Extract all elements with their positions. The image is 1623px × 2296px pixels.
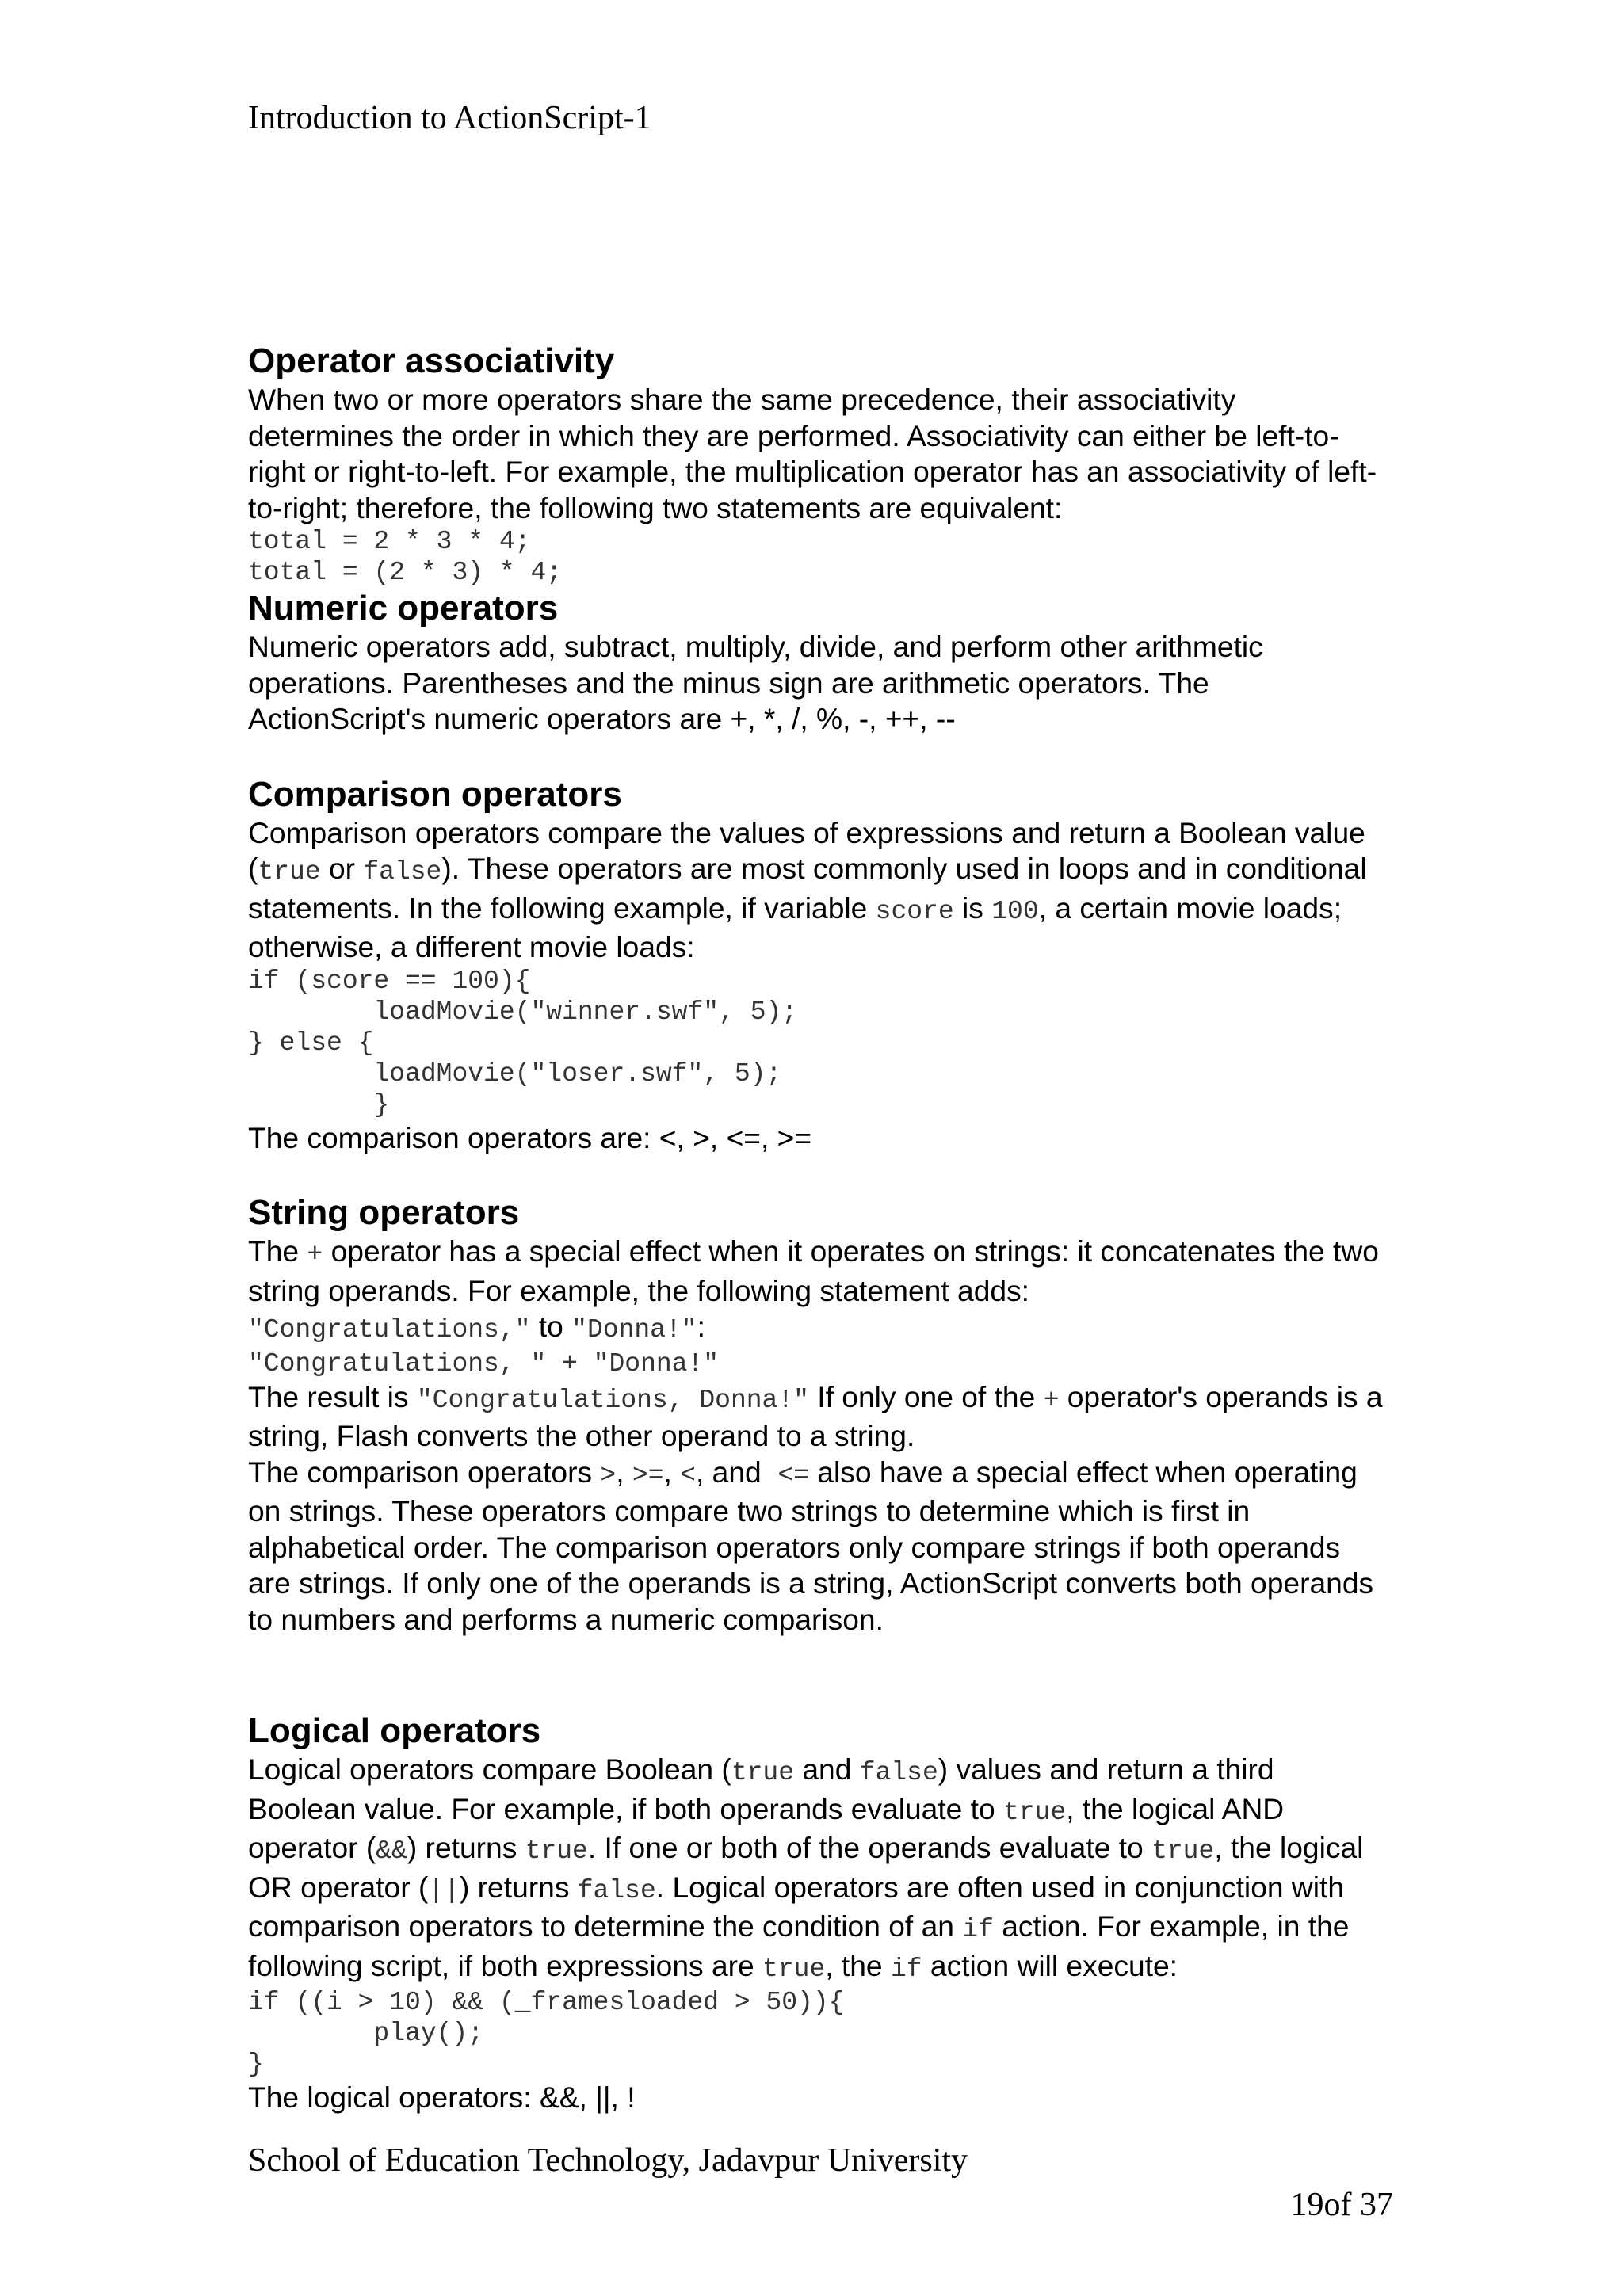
string-example-line: "Congratulations," to "Donna!": xyxy=(248,1310,705,1344)
inline-code: 100 xyxy=(991,896,1039,926)
string-result-paragraph: The result is "Congratulations, Donna!" If only one of the + operator's operands is a string, Flash converts the other operand to a string. xyxy=(248,1379,1383,1452)
footer-school: School of Education Technology, Jadavpur University xyxy=(248,2142,968,2179)
section-heading-logical: Logical operators xyxy=(248,1711,541,1750)
inline-code: if xyxy=(890,1954,922,1984)
inline-code: true xyxy=(1003,1797,1067,1827)
page-content xyxy=(248,341,1389,2116)
logical-summary: The logical operators: &&, ||, ! xyxy=(248,2081,636,2114)
page-number: 19of 37 xyxy=(1290,2187,1393,2223)
section-heading-associativity: Operator associativity xyxy=(248,341,615,380)
associativity-code-block: total = 2 * 3 * 4; total = (2 * 3) * 4; xyxy=(248,527,563,587)
string-code-block: "Congratulations, " + "Donna!" xyxy=(248,1348,720,1379)
logical-code-block: if ((i > 10) && (_framesloaded > 50)){ play(); } xyxy=(248,1988,845,2079)
inline-code: true xyxy=(1151,1836,1215,1866)
inline-code: && xyxy=(376,1836,407,1866)
spacer xyxy=(248,738,1389,774)
comparison-summary: The comparison operators are: <, >, <=, >= xyxy=(248,1120,812,1154)
comparison-code-block: if (score == 100){ loadMovie("winner.swf", 5); } else { loadMovie("loser.swf", 5); } xyxy=(248,966,798,1119)
spacer xyxy=(248,1156,1389,1192)
logical-paragraph: Logical operators compare Boolean (true and false) values and return a third Boolean value. For example, if both operands evaluate to true, the logical AND operator (&&) returns true. If one or both of the operands evaluate to true, the logical OR operator (||) returns false. Logical operators are often used in conjunction with comparison operators to determine the condition of an if action. For example, in the following script, if both expressions are true, the if action will execute: xyxy=(248,1753,1364,1984)
inline-code: "Congratulations," xyxy=(248,1315,531,1344)
inline-code: true xyxy=(731,1758,795,1787)
section-heading-numeric: Numeric operators xyxy=(248,589,559,627)
inline-code: true xyxy=(525,1836,588,1866)
inline-code: false xyxy=(577,1875,656,1905)
inline-code: || xyxy=(428,1875,460,1905)
associativity-paragraph: When two or more operators share the same precedence, their associativity determines the order in which they are performed. Associativity can either be left-to-right or right-to-left. For example, the multiplication operator has an associativity of left-to-right; therefore, the following two statements are equivalent: xyxy=(248,383,1377,524)
inline-code: + xyxy=(1043,1385,1060,1415)
section-heading-string: String operators xyxy=(248,1193,520,1232)
inline-code: < xyxy=(680,1460,696,1490)
inline-code: false xyxy=(859,1758,938,1787)
inline-code: >= xyxy=(632,1460,664,1490)
inline-code: "Congratulations, Donna!" xyxy=(416,1385,809,1415)
string-comparison-paragraph: The comparison operators >, >=, <, and <= also have a special effect when operating on strings. These operators compare two strings to determine which is first in alphabetical order. The comparison operators only compare strings if both operands are strings. If only one of the operands is a string, ActionScript converts both operands to numbers and performs a numeric comparison. xyxy=(248,1455,1374,1636)
inline-code: true xyxy=(258,857,321,887)
comparison-paragraph: Comparison operators compare the values of expressions and return a Boolean value (true or false). These operators are most commonly used in loops and in conditional statements. In the following example, if variable score is 100, a certain movie loads; otherwise, a different movie loads: xyxy=(248,815,1367,963)
inline-code: score xyxy=(875,896,954,926)
section-heading-comparison: Comparison operators xyxy=(248,774,622,814)
inline-code: true xyxy=(762,1954,826,1984)
inline-code: <= xyxy=(777,1460,809,1490)
numeric-paragraph: Numeric operators add, subtract, multiply, divide, and perform other arithmetic operations. Parentheses and the minus sign are arithmetic operators. The ActionScript's numeric operators are +, *, /, %, -, ++, -- xyxy=(248,630,1263,735)
string-intro-paragraph: The + operator has a special effect when it operates on strings: it concatenates the two string operands. For example, the following statement adds: xyxy=(248,1234,1379,1307)
page-header: Introduction to ActionScript-1 xyxy=(248,100,651,136)
inline-code: "Donna!" xyxy=(571,1315,697,1344)
spacer xyxy=(248,1638,1389,1711)
inline-code: false xyxy=(363,857,442,887)
inline-code: if xyxy=(962,1915,994,1944)
inline-code: > xyxy=(600,1460,617,1490)
inline-code: + xyxy=(307,1240,323,1269)
